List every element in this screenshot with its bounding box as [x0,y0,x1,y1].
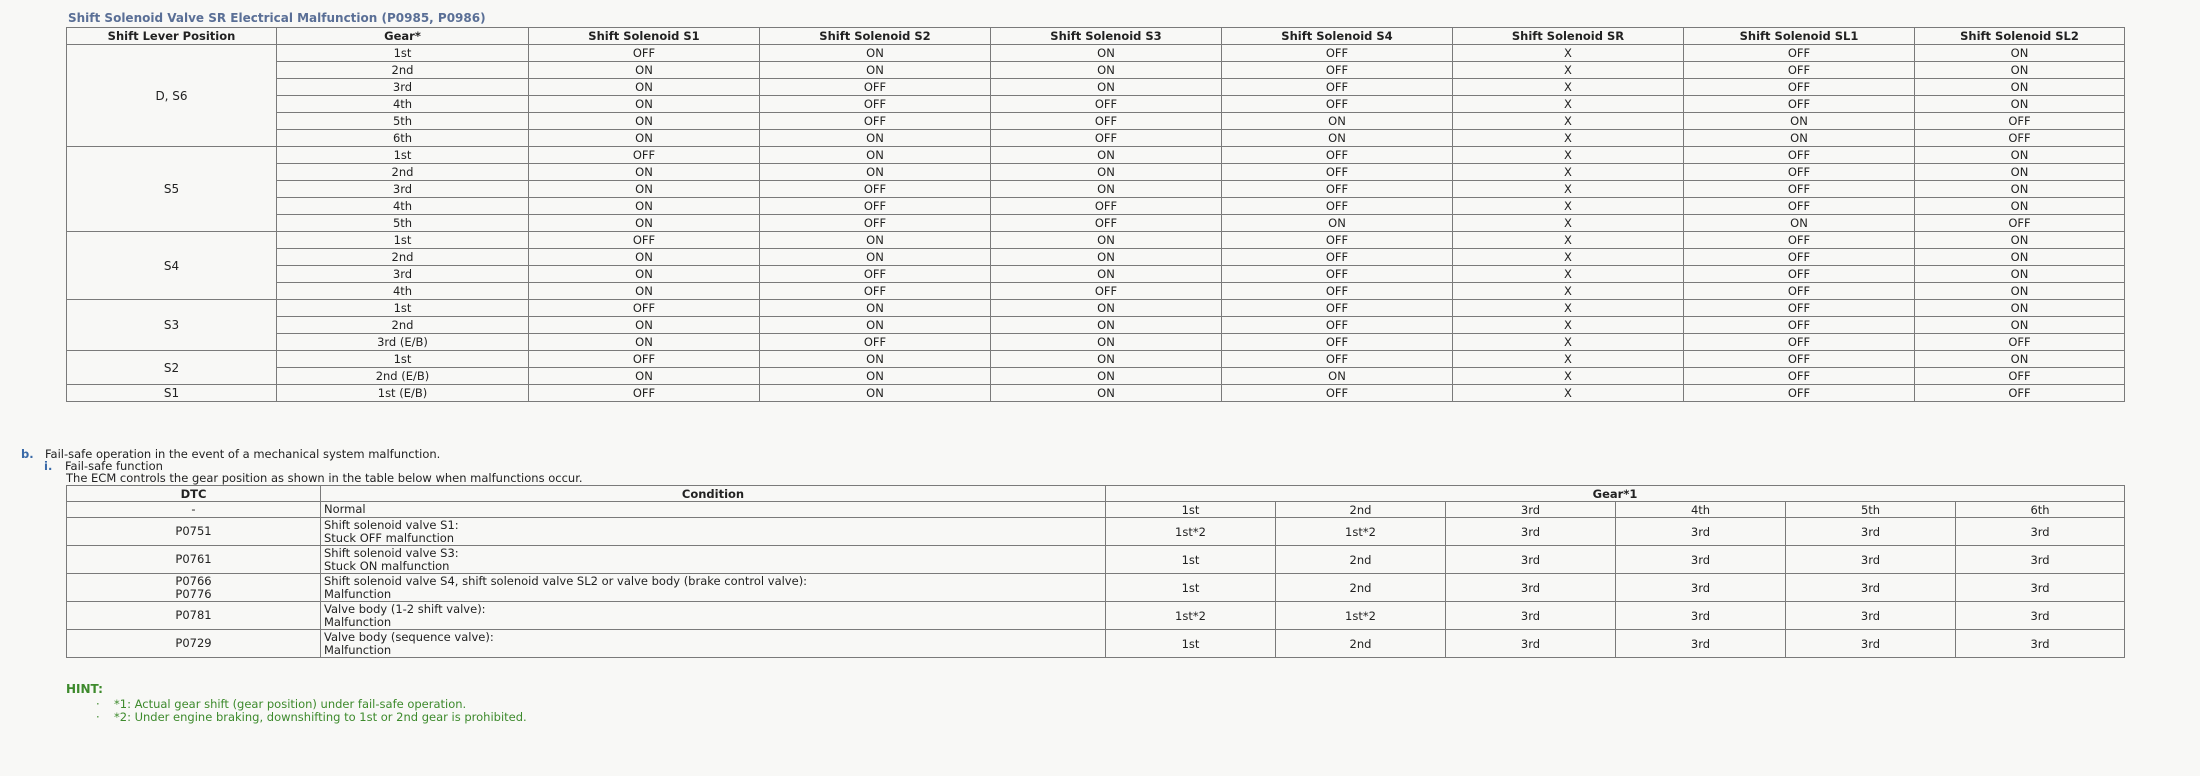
table-row [67,45,2125,62]
failsafe-row [67,546,2125,574]
table-cell: ON [991,164,1222,181]
table-cell: ON [991,232,1222,249]
table-cell: OFF [529,351,760,368]
table-cell: OFF [1684,164,1915,181]
gear-cell: 3rd [1446,518,1616,546]
dtc-cell: P0729 [67,630,321,658]
section-description: The ECM controls the gear position as shown in the table below when malfunctions occur. [66,471,583,485]
table-cell: X [1453,351,1684,368]
table-cell: OFF [1222,317,1453,334]
table-cell: OFF [1684,147,1915,164]
table-cell: ON [529,283,760,300]
table-row [67,334,2125,351]
table-cell: ON [991,334,1222,351]
gear-cell: 3rd [1616,546,1786,574]
table-cell: OFF [760,96,991,113]
table-cell: OFF [1222,266,1453,283]
table-cell: OFF [1222,351,1453,368]
gear-cell: 3rd [1786,574,1956,602]
table-cell: OFF [529,232,760,249]
table-cell: OFF [1684,79,1915,96]
table-cell: ON [760,130,991,147]
table-cell: 2nd [277,164,529,181]
table-cell: OFF [1684,181,1915,198]
table-cell: ON [529,113,760,130]
condition-cell: Shift solenoid valve S4, shift solenoid valve SL2 or valve body (brake control valve): Malfunction [321,574,1106,602]
table-cell: OFF [1684,283,1915,300]
hint-list [96,698,527,723]
table-row [67,266,2125,283]
table-cell: ON [529,96,760,113]
table-cell: OFF [1684,368,1915,385]
shift-solenoid-table [66,27,2125,402]
table-row [67,113,2125,130]
gear-cell: 3rd [1446,602,1616,630]
table-cell: X [1453,283,1684,300]
gear-cell: 3rd [1786,630,1956,658]
table-cell: ON [760,147,991,164]
table-cell: ON [1222,130,1453,147]
table-cell: 3rd [277,79,529,96]
condition-cell: Shift solenoid valve S1: Stuck OFF malfunction [321,518,1106,546]
condition-cell: Valve body (1-2 shift valve): Malfunction [321,602,1106,630]
table-row [67,385,2125,402]
table-cell: 5th [277,215,529,232]
shift-lever-position-cell: S3 [67,300,277,351]
column-header: Shift Solenoid S3 [991,28,1222,45]
gear-cell: 3rd [1786,546,1956,574]
gear-cell: 2nd [1276,574,1446,602]
table-cell: X [1453,45,1684,62]
table-cell: ON [529,164,760,181]
table-row [67,300,2125,317]
table-cell: ON [991,351,1222,368]
table-row [67,164,2125,181]
table-cell: OFF [1684,351,1915,368]
table-cell: 3rd (E/B) [277,334,529,351]
column-header: Shift Lever Position [67,28,277,45]
table-cell: X [1453,385,1684,402]
table-cell: X [1453,249,1684,266]
table-cell: OFF [760,181,991,198]
table-row [67,283,2125,300]
table-cell: ON [1684,130,1915,147]
table-cell: OFF [1222,334,1453,351]
table-cell: X [1453,232,1684,249]
table-cell: ON [529,62,760,79]
column-header: Shift Solenoid SL2 [1915,28,2125,45]
table-cell: OFF [760,334,991,351]
bullet-icon: · [96,697,100,711]
table-row [67,249,2125,266]
table-cell: 1st [277,232,529,249]
shift-lever-position-cell: S1 [67,385,277,402]
gear-cell: 3rd [1956,630,2125,658]
table-cell: ON [991,385,1222,402]
table-cell: 3rd [277,266,529,283]
table-cell: ON [991,45,1222,62]
table-cell: OFF [1222,62,1453,79]
table-cell: OFF [1222,249,1453,266]
gear-cell: 3rd [1446,574,1616,602]
column-header: Shift Solenoid S4 [1222,28,1453,45]
table-cell: ON [529,249,760,266]
dtc-cell: P0766 P0776 [67,574,321,602]
table-cell: ON [1915,62,2125,79]
gear-cell: 3rd [1956,518,2125,546]
table-row [67,181,2125,198]
table-cell: X [1453,113,1684,130]
gear-cell: 3rd [1446,546,1616,574]
section-b-text: Fail-safe operation in the event of a mechanical system malfunction. [45,447,441,461]
table-cell: ON [1222,368,1453,385]
table-cell: X [1453,79,1684,96]
table-cell: OFF [529,147,760,164]
table-cell: ON [991,249,1222,266]
table-cell: OFF [1222,232,1453,249]
table-cell: ON [529,181,760,198]
condition-cell: Shift solenoid valve S3: Stuck ON malfunction [321,546,1106,574]
table-row [67,351,2125,368]
table-cell: ON [1915,317,2125,334]
gear-cell: 3rd [1446,502,1616,518]
table-cell: ON [529,79,760,96]
shift-table-header-row [67,28,2125,45]
table-cell: OFF [1915,113,2125,130]
table-cell: 1st [277,351,529,368]
table-cell: OFF [1222,45,1453,62]
gear-cell: 3rd [1616,574,1786,602]
table-cell: ON [991,317,1222,334]
section-i-marker: i. [44,459,53,473]
table-row [67,96,2125,113]
table-cell: X [1453,96,1684,113]
gear-cell: 3rd [1616,602,1786,630]
table-cell: X [1453,215,1684,232]
table-cell: 6th [277,130,529,147]
gear-cell: 1st [1106,574,1276,602]
failsafe-table-header-row [67,486,2125,502]
table-cell: OFF [1222,300,1453,317]
table-cell: 1st [277,45,529,62]
table-cell: ON [529,266,760,283]
table-cell: OFF [529,300,760,317]
table-cell: ON [1915,266,2125,283]
table-cell: OFF [1222,96,1453,113]
table-cell: ON [760,45,991,62]
gear-cell: 1st [1106,630,1276,658]
page-title: Shift Solenoid Valve SR Electrical Malfunction (P0985, P0986) [68,11,486,25]
table-cell: OFF [991,198,1222,215]
table-cell: OFF [1222,198,1453,215]
table-cell: ON [1915,164,2125,181]
table-row [67,232,2125,249]
table-cell: ON [760,317,991,334]
hint-text: *2: Under engine braking, downshifting to 1st or 2nd gear is prohibited. [114,709,527,724]
table-cell: 2nd (E/B) [277,368,529,385]
table-cell: ON [760,232,991,249]
dtc-cell: P0781 [67,602,321,630]
table-cell: X [1453,300,1684,317]
table-cell: ON [760,385,991,402]
gear-header: Gear*1 [1106,486,2125,502]
dtc-cell: P0761 [67,546,321,574]
section-b-marker: b. [21,447,34,461]
gear-cell: 1st [1106,502,1276,518]
table-cell: ON [991,300,1222,317]
table-cell: ON [991,62,1222,79]
table-cell: ON [529,334,760,351]
table-cell: ON [760,300,991,317]
table-cell: 4th [277,283,529,300]
gear-cell: 3rd [1956,602,2125,630]
table-cell: ON [760,164,991,181]
table-cell: OFF [1222,181,1453,198]
bullet-icon: · [96,709,100,724]
gear-cell: 4th [1616,502,1786,518]
gear-cell: 3rd [1786,602,1956,630]
table-cell: X [1453,130,1684,147]
dtc-cell: P0751 [67,518,321,546]
table-cell: ON [1915,79,2125,96]
table-cell: OFF [1684,334,1915,351]
table-cell: OFF [1684,198,1915,215]
table-cell: OFF [760,79,991,96]
table-cell: 2nd [277,62,529,79]
table-cell: X [1453,266,1684,283]
table-cell: OFF [1684,232,1915,249]
table-cell: ON [1915,283,2125,300]
table-cell: OFF [1684,249,1915,266]
table-cell: 4th [277,96,529,113]
hint-item [96,711,527,724]
table-cell: ON [1915,181,2125,198]
table-cell: OFF [1684,62,1915,79]
shift-lever-position-cell: S2 [67,351,277,385]
table-cell: OFF [529,385,760,402]
table-cell: ON [1915,198,2125,215]
failsafe-table [66,485,2125,658]
table-cell: 1st (E/B) [277,385,529,402]
table-cell: OFF [1222,147,1453,164]
column-header: Shift Solenoid S2 [760,28,991,45]
table-cell: X [1453,317,1684,334]
table-cell: 2nd [277,317,529,334]
gear-cell: 2nd [1276,546,1446,574]
table-cell: ON [991,79,1222,96]
table-cell: ON [1915,351,2125,368]
table-cell: OFF [1684,385,1915,402]
table-cell: ON [1915,147,2125,164]
table-cell: OFF [1684,96,1915,113]
table-cell: X [1453,164,1684,181]
table-cell: OFF [1222,164,1453,181]
table-cell: X [1453,368,1684,385]
table-cell: OFF [1222,385,1453,402]
table-cell: OFF [1915,368,2125,385]
table-cell: OFF [760,215,991,232]
table-cell: ON [1915,249,2125,266]
table-cell: OFF [1915,215,2125,232]
hint-text: *1: Actual gear shift (gear position) under fail-safe operation. [114,697,467,711]
table-row [67,368,2125,385]
table-cell: OFF [760,198,991,215]
table-cell: ON [760,368,991,385]
table-cell: ON [760,249,991,266]
table-cell: 1st [277,147,529,164]
table-cell: OFF [760,113,991,130]
table-cell: ON [760,351,991,368]
table-cell: ON [1915,232,2125,249]
shift-lever-position-cell: S5 [67,147,277,232]
gear-cell: 2nd [1276,630,1446,658]
table-cell: X [1453,198,1684,215]
table-cell: ON [529,215,760,232]
table-cell: ON [1915,300,2125,317]
gear-cell: 3rd [1616,518,1786,546]
table-cell: OFF [1684,45,1915,62]
table-cell: OFF [991,96,1222,113]
column-header: Gear* [277,28,529,45]
table-cell: 4th [277,198,529,215]
table-cell: ON [1915,45,2125,62]
failsafe-row [67,602,2125,630]
gear-cell: 2nd [1276,502,1446,518]
table-row [67,130,2125,147]
table-cell: OFF [760,266,991,283]
table-row [67,147,2125,164]
table-cell: X [1453,62,1684,79]
gear-cell: 5th [1786,502,1956,518]
gear-cell: 3rd [1956,574,2125,602]
gear-cell: 1st*2 [1106,602,1276,630]
gear-cell: 1st [1106,546,1276,574]
table-cell: OFF [1915,334,2125,351]
table-cell: ON [1684,113,1915,130]
table-row [67,198,2125,215]
gear-cell: 3rd [1446,630,1616,658]
failsafe-row [67,518,2125,546]
section-i-text: Fail-safe function [65,459,163,473]
condition-cell: Normal [321,502,1106,518]
gear-cell: 1st*2 [1276,518,1446,546]
table-cell: OFF [529,45,760,62]
column-header: Shift Solenoid S1 [529,28,760,45]
gear-cell: 1st*2 [1106,518,1276,546]
table-cell: OFF [991,283,1222,300]
table-cell: OFF [991,113,1222,130]
hint-label: HINT: [66,682,103,696]
table-cell: ON [529,130,760,147]
table-cell: ON [529,198,760,215]
failsafe-row [67,630,2125,658]
column-header: Shift Solenoid SR [1453,28,1684,45]
table-cell: ON [1222,215,1453,232]
table-cell: X [1453,334,1684,351]
gear-cell: 3rd [1786,518,1956,546]
table-row [67,62,2125,79]
table-cell: ON [991,181,1222,198]
table-cell: OFF [991,215,1222,232]
table-cell: 3rd [277,181,529,198]
table-cell: OFF [1684,266,1915,283]
gear-cell: 3rd [1956,546,2125,574]
column-header: Shift Solenoid SL1 [1684,28,1915,45]
dtc-cell: - [67,502,321,518]
table-cell: ON [1222,113,1453,130]
table-cell: ON [760,62,991,79]
table-cell: ON [991,266,1222,283]
shift-lever-position-cell: S4 [67,232,277,300]
table-cell: 2nd [277,249,529,266]
table-row [67,79,2125,96]
table-cell: X [1453,147,1684,164]
failsafe-row [67,574,2125,602]
gear-cell: 3rd [1616,630,1786,658]
table-cell: ON [529,368,760,385]
table-cell: OFF [1684,300,1915,317]
gear-cell: 6th [1956,502,2125,518]
table-cell: ON [1915,96,2125,113]
gear-cell: 1st*2 [1276,602,1446,630]
failsafe-row [67,502,2125,518]
condition-cell: Valve body (sequence valve): Malfunction [321,630,1106,658]
table-cell: OFF [1915,130,2125,147]
table-cell: OFF [760,283,991,300]
table-cell: OFF [1222,283,1453,300]
table-cell: 1st [277,300,529,317]
shift-lever-position-cell: D, S6 [67,45,277,147]
table-cell: OFF [991,130,1222,147]
table-row [67,317,2125,334]
table-cell: OFF [1222,79,1453,96]
table-cell: ON [1684,215,1915,232]
table-row [67,215,2125,232]
table-cell: OFF [1915,385,2125,402]
condition-header: Condition [321,486,1106,502]
table-cell: X [1453,181,1684,198]
table-cell: ON [991,368,1222,385]
dtc-header: DTC [67,486,321,502]
table-cell: 5th [277,113,529,130]
table-cell: ON [991,147,1222,164]
table-cell: ON [529,317,760,334]
table-cell: OFF [1684,317,1915,334]
